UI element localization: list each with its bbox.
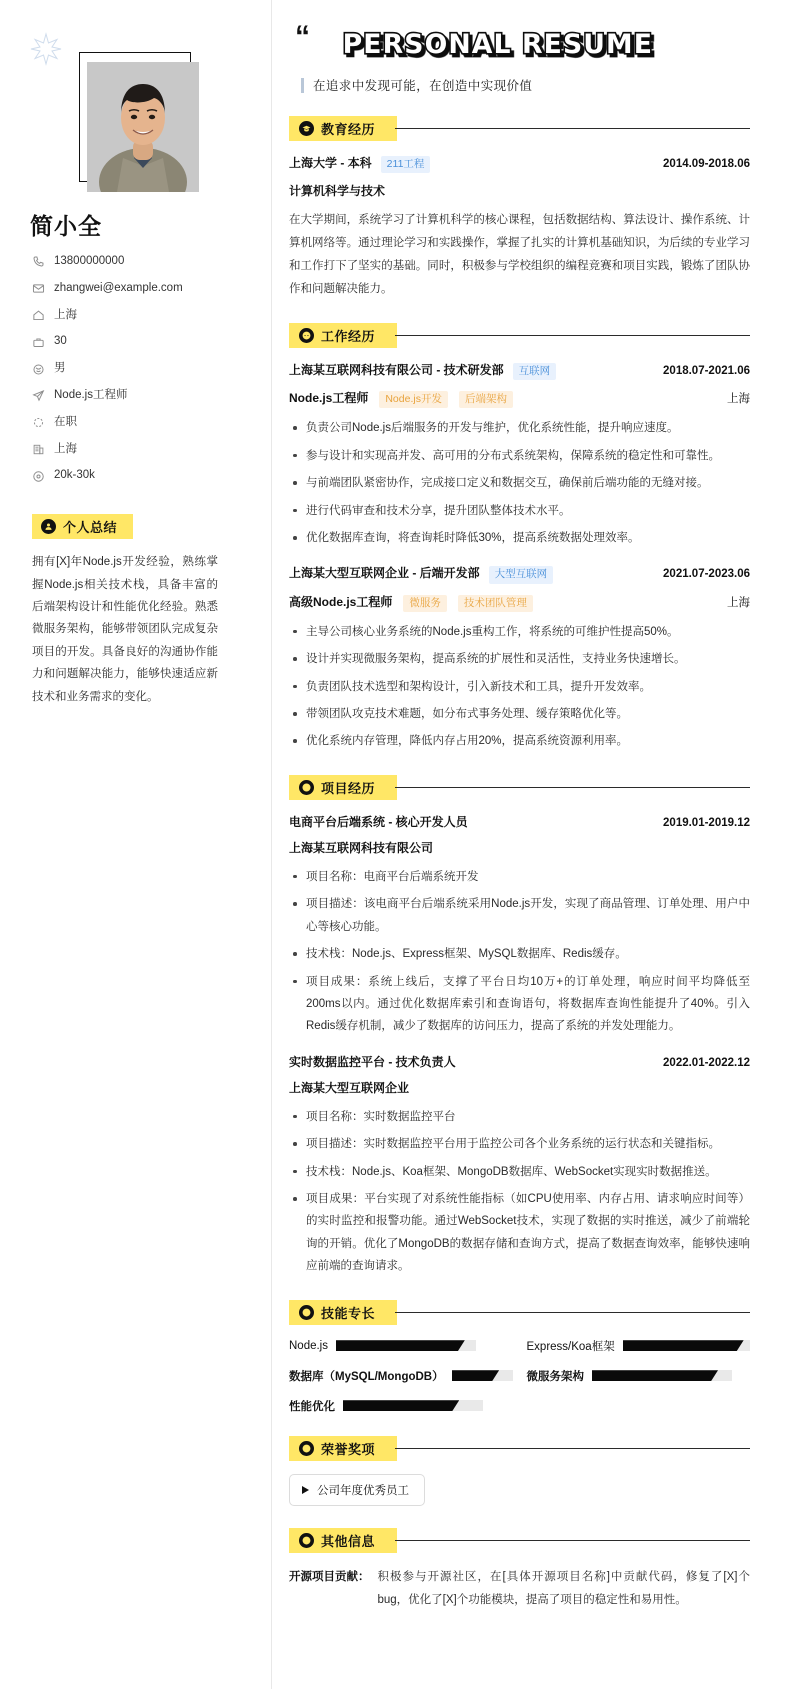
section-projects [289,775,750,1278]
tag: Node.js开发 [379,391,448,408]
skill-progress-fill [336,1340,465,1351]
quote-icon: “ [295,20,308,53]
vertical-divider [271,0,272,1689]
svg-text:PERSONAL RESUME: PERSONAL RESUME [342,29,654,61]
chart-bar-icon [299,1305,314,1320]
skill-progress-fill [452,1370,499,1381]
skill-row [289,1338,513,1354]
section-rule [395,787,750,788]
section-education [289,116,750,301]
tag: 后端架构 [459,391,513,408]
skill-label: Express/Koa框架 [526,1340,615,1353]
project-title: 实时数据监控平台 - 技术负责人 [289,1054,456,1069]
list-item: 负责公司Node.js后端服务的开发与维护，优化系统性能，提升响应速度。 [289,417,750,439]
ninja-icon [299,328,314,343]
contact-item-position [32,389,247,403]
skill-row [527,1368,751,1384]
contact-value: 上海 [54,442,77,455]
section-heading-other [289,1528,750,1553]
project-bullets [289,1106,750,1278]
skill-progress-track [336,1340,476,1351]
contact-item-worklocation [32,443,247,457]
project-company: 上海某互联网科技有限公司 [289,840,434,855]
list-item: 项目描述：该电商平台后端系统采用Node.js开发，实现了商品管理、订单处理、用户中心等核心功能。 [289,893,750,938]
gender-icon [32,363,45,376]
list-item: 技术栈：Node.js、Express框架、MySQL数据库、Redis缓存。 [289,943,750,965]
contact-item-email [32,282,247,296]
other-info-label: 开源项目贡献： [289,1570,370,1583]
skill-progress-fill [343,1400,459,1411]
briefcase-icon [32,336,45,349]
skill-row [289,1398,513,1414]
section-title: 工作经历 [321,329,376,345]
subtitle-row [301,76,750,94]
skill-progress-fill [623,1340,744,1351]
section-heading-work [289,323,750,348]
entry-date: 2021.07-2023.06 [663,568,750,581]
education-description: 在大学期间，系统学习了计算机科学的核心课程，包括数据结构、算法设计、操作系统、计算机网络等。通过理论学习和实践操作，掌握了扎实的计算机基础知识，为后续的专业学习和工作打下了坚实的基础。同时，积极参与学校组织的编程竞赛和项目实践，锻炼了团队协作和问题解决能力。 [289,214,750,296]
award-label: 公司年度优秀员工 [317,1484,409,1497]
tag: 技术团队管理 [458,595,533,612]
phone-icon [32,255,45,268]
award-item[interactable] [289,1474,425,1506]
section-work [289,323,750,753]
sidebar [0,0,271,748]
work-bullets [289,417,750,549]
page-title: 简小全 [30,213,102,239]
section-title: 技能专长 [321,1305,376,1321]
tag: 微服务 [403,595,447,612]
skill-label: Node.js [289,1339,328,1352]
skill-progress-track [623,1340,750,1351]
skill-progress-fill [592,1370,718,1381]
contact-value: 在职 [54,415,77,428]
tag: 大型互联网 [489,566,554,583]
major-name: 计算机科学与技术 [289,184,386,199]
info-badge-icon [299,1533,314,1548]
list-item: 设计并实现微服务架构，提高系统的扩展性和灵活性，支持业务快速增长。 [289,648,750,670]
send-icon [32,389,45,402]
contact-value: Node.js工程师 [54,388,128,401]
entry-date: 2022.01-2022.12 [663,1056,750,1069]
trophy-icon [299,1441,314,1456]
photo-block [51,30,221,192]
list-item: 优化系统内存管理，降低内存占用20%，提高系统资源利用率。 [289,730,750,752]
entry-date: 2018.07-2021.06 [663,365,750,378]
job-location: 上海 [727,393,750,406]
skill-label: 性能优化 [289,1400,335,1413]
contact-item-salary [32,469,247,483]
list-item: 项目名称：实时数据监控平台 [289,1106,750,1128]
main-content [271,0,794,1658]
graduation-cap-icon [299,121,314,136]
entry-subheader [289,389,750,408]
section-rule [395,335,750,336]
list-item: 带领团队攻克技术难题，如分布式事务处理、缓存策略优化等。 [289,703,750,725]
list-item: 负责团队技术选型和架构设计，引入新技术和工具，提升开发效率。 [289,676,750,698]
section-rule [395,128,750,129]
work-entry [289,361,750,549]
section-awards [289,1436,750,1506]
skill-progress-track [343,1400,483,1411]
job-title: 高级Node.js工程师 [289,594,393,609]
list-item: 项目成果：系统上线后，支撑了平台日均10万+的订单处理，响应时间平均降低至200ms以内。通过优化数据库索引和查询语句，将数据库查询性能提升了40%。引入Redis缓存机制，减少了数据库的访问压力，提高了系统的并发处理能力。 [289,971,750,1038]
section-other [289,1528,750,1612]
contact-value: 30 [54,335,67,348]
skill-label: 微服务架构 [526,1370,584,1383]
section-title: 其他信息 [321,1533,376,1549]
section-title: 荣誉奖项 [321,1441,376,1457]
skill-progress-track [452,1370,513,1381]
summary-text: 拥有[X]年Node.js开发经验，熟练掌握Node.js相关技术栈，具备丰富的后端架构设计和性能优化经验。熟悉微服务架构，能够带领团队完成复杂项目的开发。具备良好的沟通协作能力和问题解决能力，能够快速适应新技术和业务需求的变化。 [32,556,218,703]
list-item: 参与设计和实现高并发、高可用的分布式系统架构，保障系统的稳定性和可靠性。 [289,445,750,467]
other-info-row [289,1566,750,1612]
section-title: 项目经历 [321,780,376,796]
work-entry [289,564,750,752]
section-rule [395,1540,750,1541]
section-title: 教育经历 [321,122,376,137]
section-title: 个人总结 [63,520,118,536]
education-entry [289,154,750,301]
project-entry [289,1053,750,1278]
status-icon [32,416,45,429]
company-name: 上海某互联网科技有限公司 - 技术研发部 [289,363,504,378]
company-name: 上海某大型互联网企业 - 后端开发部 [289,566,480,581]
entry-header [289,154,750,173]
home-icon [32,309,45,322]
job-title: Node.js工程师 [289,391,369,406]
other-info-value: 积极参与开源社区，在[具体开源项目名称]中贡献代码，修复了[X]个bug，优化了[X]个功能模块，提高了项目的稳定性和易用性。 [377,1570,750,1606]
list-item: 项目成果：平台实现了对系统性能指标（如CPU使用率、内存占用、请求响应时间等）的实时监控和报警功能。通过WebSocket技术，实现了数据的实时推送，减少了前端轮询的开销。优化了MongoDB的数据存储和查询方式，提高了数据查询效率，能够快速响应前端的查询请求。 [289,1188,750,1278]
contact-value: zhangwei@example.com [54,281,183,294]
mail-icon [32,282,45,295]
contact-list [32,255,247,483]
list-item: 项目名称：电商平台后端系统开发 [289,866,750,888]
contact-item-city [32,309,247,323]
contact-value: 13800000000 [54,255,125,267]
work-bullets [289,621,750,753]
section-heading-projects [289,775,750,800]
list-item: 项目描述：实时数据监控平台用于监控公司各个业务系统的运行状态和关键指标。 [289,1133,750,1155]
avatar [87,62,199,192]
list-item: 主导公司核心业务系统的Node.js重构工作，将系统的可维护性提高50%。 [289,621,750,643]
header-title-block [289,20,750,94]
section-heading-summary [32,514,133,539]
grid-icon [299,780,314,795]
list-item: 进行代码审查和技术分享，提升团队整体技术水平。 [289,500,750,522]
list-item: 技术栈：Node.js、Koa框架、MongoDB数据库、WebSocket实现实时数据推送。 [289,1161,750,1183]
tag: 211工程 [381,156,431,173]
building-icon [32,443,45,456]
section-heading-skills [289,1300,750,1325]
project-company: 上海某大型互联网企业 [289,1080,410,1095]
tag: 互联网 [513,363,557,380]
section-rule [395,1448,750,1449]
entry-subheader [289,593,750,612]
contact-item-gender [32,362,247,376]
school-name: 上海大学 - 本科 [289,156,372,170]
skill-row [289,1368,513,1384]
entry-header [289,1053,750,1070]
section-rule [395,1312,750,1313]
section-skills [289,1300,750,1414]
skill-progress-track [592,1370,732,1381]
list-item: 优化数据库查询，将查询耗时降低30%，提高系统数据处理效率。 [289,527,750,549]
job-location: 上海 [727,596,750,609]
entry-date: 2019.01-2019.12 [663,816,750,829]
section-heading-awards [289,1436,750,1461]
project-bullets [289,866,750,1038]
skill-label: 数据库（MySQL/MongoDB） [289,1370,444,1383]
entry-header [289,813,750,830]
contact-item-age [32,335,247,349]
resume-title [333,20,750,66]
skill-grid [289,1338,750,1414]
contact-item-status [32,416,247,430]
list-item: 与前端团队紧密协作，完成接口定义和数据交互，确保前后端功能的无缝对接。 [289,472,750,494]
entry-header [289,361,750,380]
project-title: 电商平台后端系统 - 核心开发人员 [289,814,468,829]
contact-value: 男 [54,362,66,375]
contact-value: 20k-30k [54,469,95,482]
project-entry [289,813,750,1038]
entry-header [289,564,750,583]
salary-icon [32,470,45,483]
subtitle: 在追求中发现可能，在创造中实现价值 [313,79,533,93]
skill-row [527,1338,751,1354]
entry-date: 2014.09-2018.06 [663,158,750,170]
contact-value: 上海 [54,308,77,321]
section-heading-education [289,116,750,141]
play-triangle-icon [302,1486,309,1494]
contact-item-phone [32,255,247,269]
sparkle-icon [29,32,63,66]
user-circle-icon [41,519,56,534]
subtitle-accent-bar [301,78,304,93]
